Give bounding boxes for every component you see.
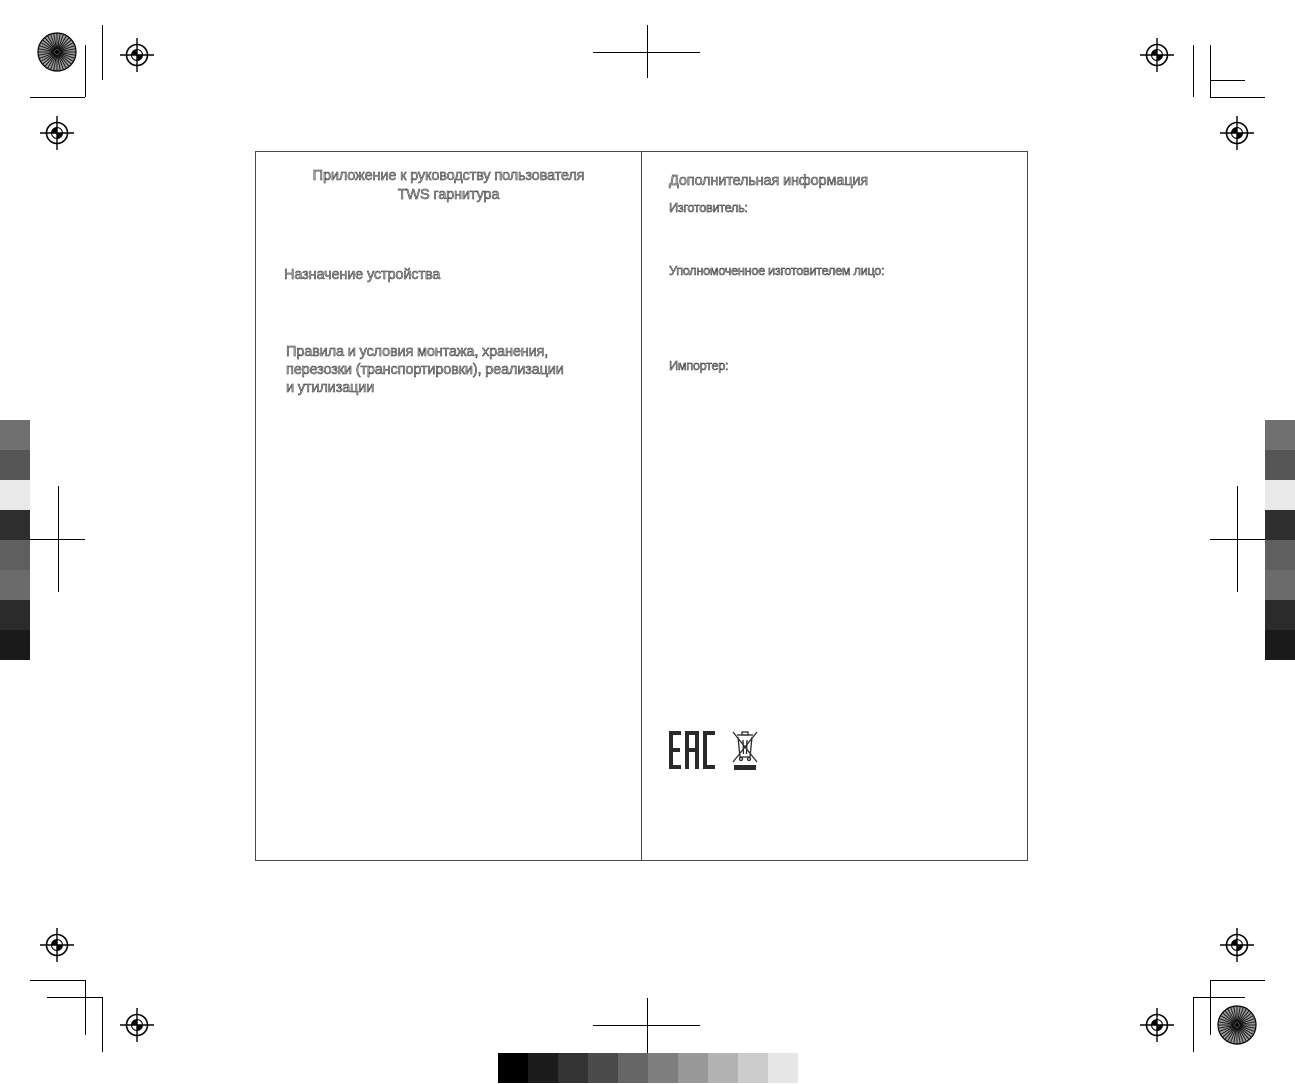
color-swatch: [0, 630, 30, 660]
color-swatch: [0, 570, 30, 600]
panel-divider: [641, 152, 642, 860]
color-swatch: [1265, 600, 1295, 630]
gray-swatch: [768, 1053, 798, 1083]
gray-swatch: [708, 1053, 738, 1083]
color-swatch: [1265, 540, 1295, 570]
color-swatch: [1265, 420, 1295, 450]
section-rules-heading-line2: перезозки (транспортировки), реализации: [286, 362, 564, 378]
manufacturer-label: Изготовитель:: [669, 200, 748, 215]
gray-swatch: [618, 1053, 648, 1083]
gray-swatch: [678, 1053, 708, 1083]
color-swatch: [0, 480, 30, 510]
crossed-out-wheelie-bin-icon: [731, 729, 759, 771]
registration-mark-bottom-left: [120, 1008, 154, 1042]
eac-logo: [669, 731, 715, 769]
gray-swatch: [648, 1053, 678, 1083]
starburst-mark-top-left: [38, 33, 76, 71]
color-swatch: [1265, 630, 1295, 660]
color-swatch: [0, 600, 30, 630]
color-swatch: [0, 420, 30, 450]
registration-mark-bottom-right: [1140, 1008, 1174, 1042]
registration-mark-left-upper: [40, 116, 74, 150]
section-rules-heading-line3: и утилизации: [286, 380, 375, 396]
starburst-mark-bottom-right: [1218, 1006, 1256, 1044]
gray-swatch: [498, 1053, 528, 1083]
color-swatch: [0, 510, 30, 540]
left-panel-title-line1: Приложение к руководству пользователя: [312, 168, 585, 184]
authorized-person-label: Уполномоченное изготовителем лицо:: [669, 263, 885, 278]
color-swatch: [1265, 450, 1295, 480]
gray-swatch: [588, 1053, 618, 1083]
gray-swatch: [558, 1053, 588, 1083]
registration-mark-left-lower: [40, 928, 74, 962]
color-swatch: [1265, 510, 1295, 540]
registration-mark-right-upper: [1220, 116, 1254, 150]
registration-mark-right-lower: [1220, 928, 1254, 962]
color-swatch: [1265, 480, 1295, 510]
right-panel-title: Дополнительная информация: [669, 173, 869, 189]
registration-mark-top-left: [120, 38, 154, 72]
color-swatch: [1265, 570, 1295, 600]
color-swatch: [0, 540, 30, 570]
gray-swatch: [528, 1053, 558, 1083]
registration-mark-top-right: [1140, 38, 1174, 72]
document-sheet: [255, 151, 1028, 861]
color-swatch: [0, 450, 30, 480]
left-panel-title-line2: TWS гарнитура: [397, 187, 500, 203]
section-rules-heading-line1: Правила и условия монтажа, хранения,: [286, 344, 549, 360]
gray-swatch: [738, 1053, 768, 1083]
importer-label: Импортер:: [669, 358, 729, 373]
section-purpose-heading: Назначение устройства: [284, 267, 441, 283]
